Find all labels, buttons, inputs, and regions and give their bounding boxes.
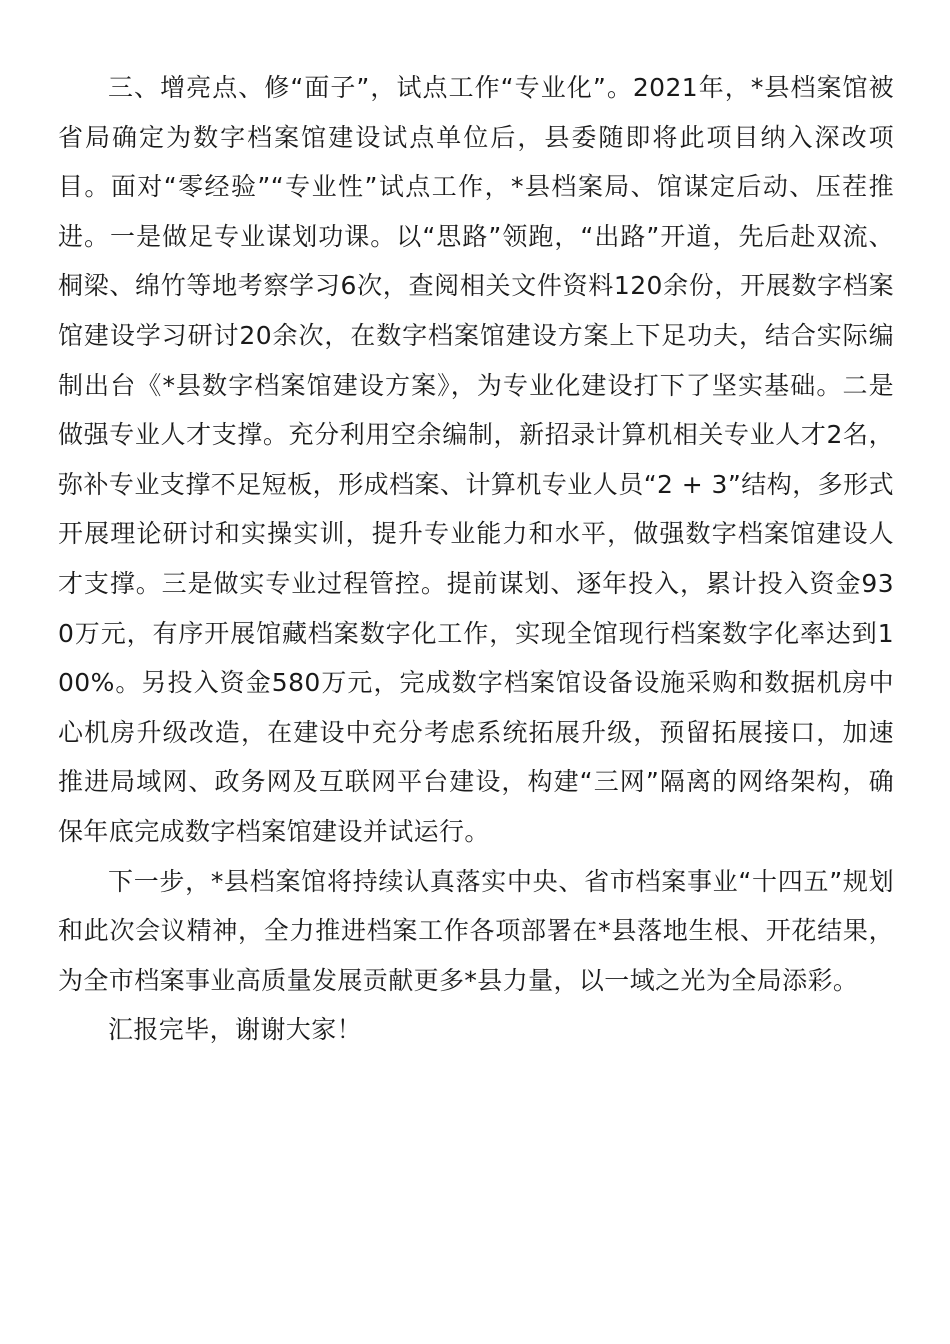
paragraph-closing: 汇报完毕，谢谢大家！: [108, 1015, 363, 1045]
document-body: [58, 63, 894, 1055]
paragraph-next-step: 下一步，*县档案馆将持续认真落实中央、省市档案事业“十四五”规划和此次会议精神，全力推进档案工作各项部署在*县落地生根、开花结果，为全市档案事业高质量发展贡献更多*县力量，以一域之光为全局添彩。: [58, 866, 894, 995]
paragraph-pilot-work: 三、增亮点、修“面子”，试点工作“专业化”。2021年，*县档案馆被省局确定为数字档案馆建设试点单位后，县委随即将此项目纳入深改项目。面对“零经验”“专业性”试点工作，*县档案局、馆谋定后动、压茬推进。一是做足专业谋划功课。以“思路”领跑，“出路”开道，先后赴双流、桐梁、绵竹等地考察学习6次，查阅相关文件资料120余份，开展数字档案馆建设学习研讨20余次，在数字档案馆建设方案上下足功夫，结合实际编制出台《*县数字档案馆建设方案》，为专业化建设打下了坚实基础。二是做强专业人才支撑。充分利用空余编制，新招录计算机相关专业人才2名，弥补专业支撑不足短板，形成档案、计算机专业人员“2 + 3”结构，多形式开展理论研讨和实操实训，提升专业能力和水平，做强数字档案馆建设人才支撑。三是做实专业过程管控。提前谋划、逐年投入，累计投入资金930万元，有序开展馆藏档案数字化工作，实现全馆现行档案数字化率达到100%。另投入资金580万元，完成数字档案馆设备设施采购和数据机房中心机房升级改造，在建设中充分考虑系统拓展升级，预留拓展接口，加速推进局域网、政务网及互联网平台建设，构建“三网”隔离的网络架构，确保年底完成数字档案馆建设并试运行。: [58, 73, 894, 846]
